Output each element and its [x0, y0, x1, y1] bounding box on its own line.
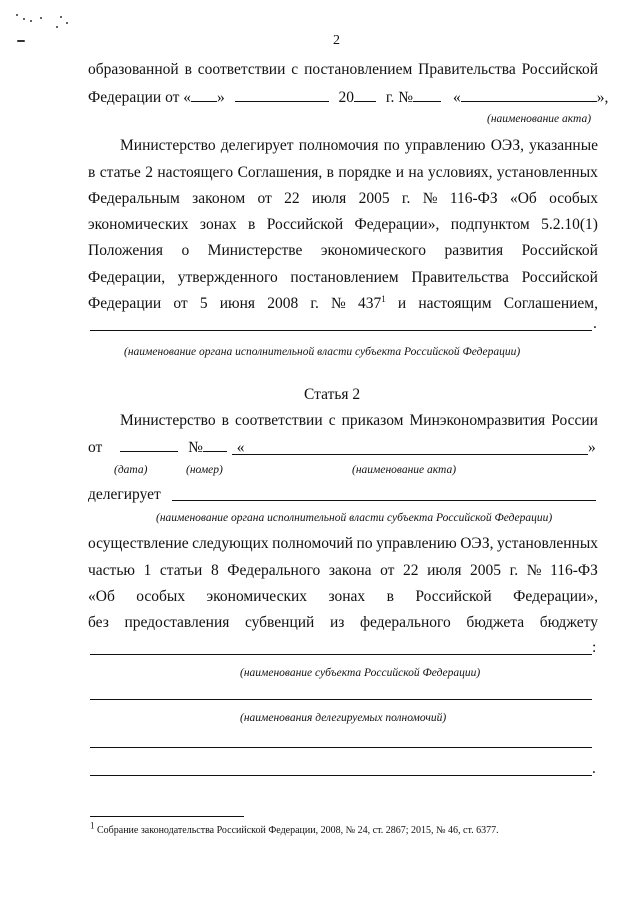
word: частью [88, 562, 135, 579]
word: в [248, 216, 256, 233]
caption-subject: (наименование субъекта Российской Федерации) [240, 667, 481, 679]
blank-line [90, 330, 592, 331]
word: и [395, 164, 404, 181]
word: делегирует [220, 137, 294, 154]
word: и [397, 295, 407, 312]
word: июля [427, 562, 462, 579]
blank [413, 88, 441, 102]
word: «Об [509, 190, 537, 207]
word: статье [99, 164, 141, 181]
word: Российской [521, 269, 598, 286]
a2-line4 [88, 561, 598, 581]
word: из [329, 614, 345, 631]
word: приказом [341, 412, 404, 429]
word: в [184, 61, 192, 78]
word: особых [549, 190, 598, 207]
word: субвенций [244, 614, 315, 631]
word: Министерство [120, 137, 216, 154]
blank [461, 88, 597, 102]
word: 2008 [267, 295, 299, 312]
word: в [386, 588, 394, 605]
blank-powers-1 [90, 699, 592, 700]
word: 2 [145, 164, 153, 181]
word: «Об [88, 588, 115, 605]
text: от [88, 439, 103, 456]
word: развития [444, 242, 504, 259]
p2-line1 [120, 136, 598, 156]
blank-act [232, 454, 588, 455]
blank-powers-2 [90, 747, 592, 748]
word: осуществление [88, 535, 189, 552]
page-number: 2 [333, 33, 340, 48]
a2-line6 [88, 613, 598, 633]
word: Соглашения, [237, 164, 323, 181]
word: 5 [199, 295, 208, 312]
word: от [380, 562, 395, 579]
ref-number-text: 437 [357, 295, 382, 312]
word: указанные [529, 137, 598, 154]
word: Министерстве [207, 242, 303, 259]
word: по [383, 137, 400, 154]
word: июля [311, 190, 347, 207]
text: », [596, 89, 609, 106]
line-period-2: . [592, 760, 596, 777]
word: утвержденного [177, 269, 278, 286]
word: в [88, 164, 96, 181]
text: « [452, 89, 461, 106]
word: следующих [192, 535, 269, 552]
word: ОЭЗ, [490, 137, 524, 154]
word: подпунктом [450, 216, 530, 233]
word: 22 [284, 190, 300, 207]
article-heading: Статья 2 [304, 386, 361, 403]
word: закона [328, 562, 372, 579]
word: ОЭЗ, [460, 535, 494, 552]
word: экономических [206, 588, 308, 605]
quote-close: » [588, 439, 596, 456]
word: 116-ФЗ [449, 190, 498, 207]
word: 2005 [358, 190, 390, 207]
text: « [236, 439, 245, 456]
word: предоставления [124, 614, 230, 631]
word: настоящего [157, 164, 234, 181]
text: г. № [385, 89, 414, 106]
word: г. [509, 562, 519, 579]
word: бюджету [539, 614, 598, 631]
word: особых [136, 588, 186, 605]
blank [235, 88, 329, 102]
a2-line3 [88, 534, 598, 554]
word: постановлением [304, 61, 413, 78]
word: Российской [415, 588, 492, 605]
text: » [217, 89, 225, 106]
word: Российской [521, 61, 598, 78]
word: экономических [88, 216, 189, 233]
word: установленных [496, 535, 598, 552]
word: соответствии [197, 61, 286, 78]
word: Федерации [88, 295, 162, 312]
p2-line6 [88, 268, 598, 288]
word: порядке [338, 164, 392, 181]
word: Правительства [411, 269, 509, 286]
word: Федерации», [354, 216, 440, 233]
word: № [422, 190, 438, 207]
footnote [90, 820, 499, 837]
scan-specks [14, 12, 84, 52]
word: от [257, 190, 272, 207]
word: 22 [403, 562, 419, 579]
word: Правительства [418, 61, 516, 78]
word: Положения [88, 242, 163, 259]
text: № [188, 439, 203, 456]
word: Российской [266, 216, 344, 233]
caption-body: (наименование органа исполнительной власти субъекта Российской Федерации) [124, 346, 521, 358]
word: от [173, 295, 188, 312]
word: образованной [88, 61, 179, 78]
word: 1 [143, 562, 152, 579]
p2-line4 [88, 215, 598, 235]
word: г. [401, 190, 411, 207]
caption-date: (дата) [114, 464, 148, 476]
word: 8 [210, 562, 219, 579]
word: условиях, [428, 164, 493, 181]
word: бюджета [466, 614, 525, 631]
p1-line1 [88, 60, 598, 80]
word: № [526, 562, 542, 579]
word: Министерство [120, 412, 216, 429]
word: Российской [521, 242, 598, 259]
line-colon: : [592, 639, 597, 656]
blank-powers-3 [90, 775, 592, 776]
word: о [181, 242, 190, 259]
word: с [291, 61, 299, 78]
word: № [331, 295, 346, 312]
word: без [88, 614, 109, 631]
word: статьи [159, 562, 203, 579]
blank [191, 88, 217, 102]
text: 20 [338, 89, 355, 106]
word: полномочия [298, 137, 379, 154]
word: июня [219, 295, 256, 312]
word: в [221, 412, 229, 429]
word: по [356, 535, 373, 552]
word: зонах [328, 588, 366, 605]
word: Федерального [227, 562, 321, 579]
p1-line2 [88, 88, 608, 108]
p2-line2 [88, 163, 598, 183]
word: управлению [404, 137, 486, 154]
word: Федерации», [513, 588, 598, 605]
word: г. [310, 295, 319, 312]
word: в [326, 164, 334, 181]
word: с [328, 412, 336, 429]
a2-line2 [88, 438, 245, 458]
word: Федеральным [88, 190, 180, 207]
word: 5.2.10(1) [541, 216, 598, 233]
footnote-ref: 1 [381, 293, 386, 304]
word: на [408, 164, 424, 181]
ref-number [358, 294, 386, 314]
word: 2005 [470, 562, 502, 579]
footnote-text: Собрание законодательства Российской Федерации, 2008, № 24, ст. 2867; 2015, № 46, ст. 6377. [97, 825, 499, 836]
word: Соглашением, [503, 295, 598, 312]
word: экономического [320, 242, 427, 259]
p2-line5 [88, 241, 598, 261]
a2-line5 [88, 587, 598, 607]
word: зонах [199, 216, 237, 233]
word: установленных [496, 164, 598, 181]
p2-line3 [88, 189, 598, 209]
word: управлению [376, 535, 457, 552]
word: 116-ФЗ [550, 562, 598, 579]
word: настоящим [418, 295, 492, 312]
footnote-mark: 1 [90, 820, 95, 831]
blank-date [120, 438, 178, 452]
caption-powers: (наименования делегируемых полномочий) [240, 712, 447, 724]
text: Федерации от « [88, 89, 192, 106]
delegates-text: делегирует [88, 486, 161, 503]
word: федерального [359, 614, 451, 631]
footnote-rule [90, 816, 244, 817]
word: Минэкономразвития [409, 412, 546, 429]
caption-body-2: (наименование органа исполнительной власти субъекта Российской Федерации) [156, 512, 553, 524]
word: соответствии [235, 412, 323, 429]
word: России [551, 412, 598, 429]
word: постановлением [290, 269, 399, 286]
caption-act: (наименование акта) [487, 113, 592, 125]
p2-line7 [88, 294, 598, 314]
blank [354, 88, 376, 102]
word: законом [192, 190, 246, 207]
a2-line1 [120, 411, 598, 431]
blank-number [203, 438, 227, 452]
blank-body [172, 500, 596, 501]
caption-number: (номер) [186, 464, 223, 476]
blank-subject [90, 654, 592, 655]
word: полномочий [272, 535, 354, 552]
word: Федерации, [88, 269, 166, 286]
caption-act-name: (наименование акта) [352, 464, 457, 476]
line-period: . [593, 315, 597, 332]
